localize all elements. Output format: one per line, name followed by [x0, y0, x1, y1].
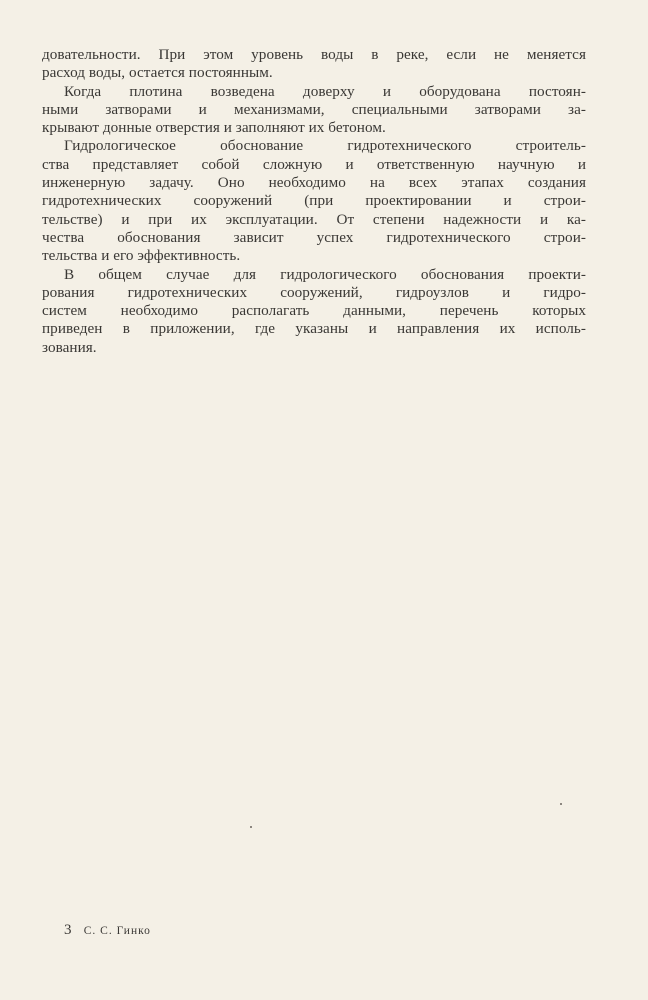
text-line: Гидрологическое обоснование гидротехнического строитель-: [64, 137, 586, 155]
text-line: зования.: [42, 338, 97, 356]
text-line: В общем случае для гидрологического обоснования проекти-: [64, 265, 586, 283]
paper-speck: [560, 803, 562, 805]
paragraph-1: [42, 46, 586, 83]
text-line: крывают донные отверстия и заполняют их бетоном.: [42, 119, 386, 137]
text-line: рования гидротехнических сооружений, гидроузлов и гидро-: [42, 283, 586, 301]
text-line: приведен в приложении, где указаны и направления их исполь-: [42, 320, 586, 338]
body-text: [42, 46, 586, 357]
paragraph-2: [42, 83, 586, 138]
text-line: Когда плотина возведена доверху и оборудована постоян-: [64, 82, 586, 100]
text-line: довательности. При этом уровень воды в реке, если не меняется: [42, 46, 586, 63]
paper-speck: [250, 826, 252, 828]
signature-footer: [64, 922, 151, 939]
signature-number: 3: [64, 922, 72, 938]
text-line: гидротехнических сооружений (при проектировании и строи-: [42, 192, 586, 210]
text-line: расход воды, остается постоянным.: [42, 64, 273, 82]
text-line: инженерную задачу. Оно необходимо на всех этапах создания: [42, 174, 586, 192]
text-line: тельства и его эффективность.: [42, 247, 241, 265]
paragraph-3: [42, 137, 586, 265]
paragraph-4: [42, 266, 586, 357]
text-line: систем необходимо располагать данными, перечень которых: [42, 302, 586, 320]
text-line: ными затворами и механизмами, специальными затворами за-: [42, 100, 586, 118]
text-line: чества обоснования зависит успех гидротехнического строи-: [42, 228, 586, 246]
text-line: тельстве) и при их эксплуатации. От степени надежности и ка-: [42, 210, 586, 228]
signature-author: С. С. Гинко: [83, 925, 151, 937]
text-line: ства представляет собой сложную и ответственную научную и: [42, 155, 586, 173]
